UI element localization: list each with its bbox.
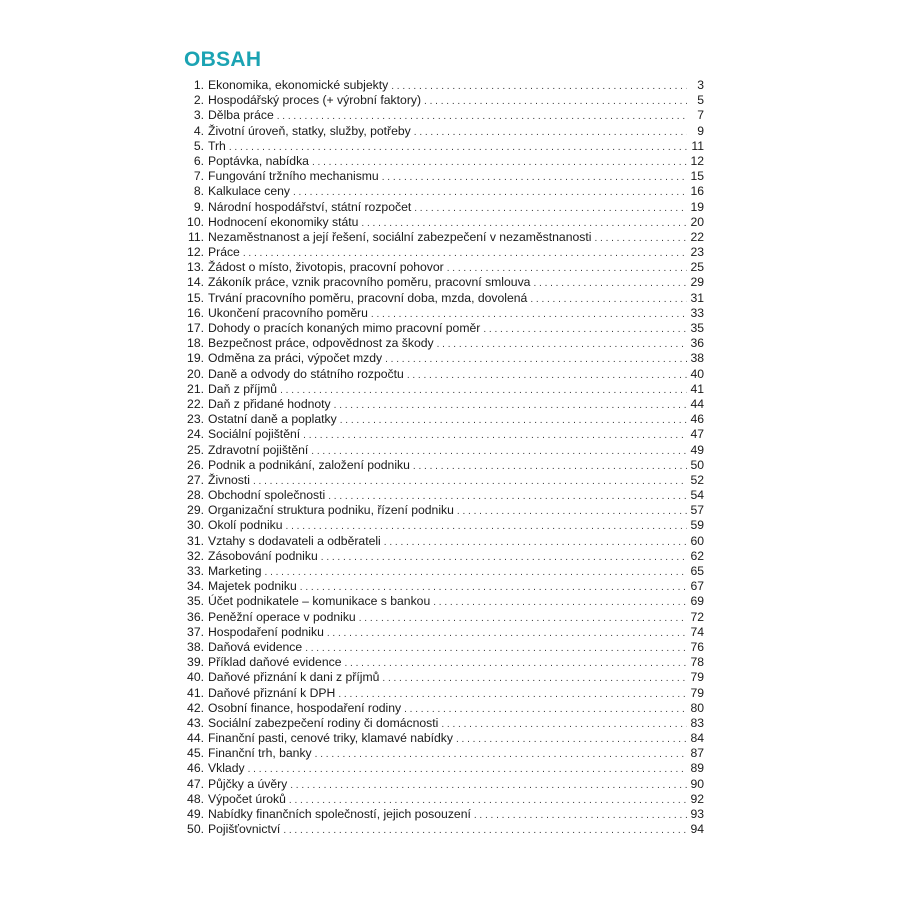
toc-entry-leader-dots (303, 428, 687, 443)
toc-entry-page-number: 57 (690, 503, 704, 518)
toc-entry-label: Finanční pasti, cenové triky, klamavé nabídky (208, 731, 453, 746)
toc-entry (182, 78, 704, 93)
toc-entry (182, 397, 704, 412)
toc-entry-number: 8. (193, 184, 204, 199)
toc-entry-label: Vztahy s dodavateli a odběrateli (208, 533, 381, 548)
toc-entry-leader-dots (229, 140, 687, 155)
toc-entry (182, 139, 704, 154)
toc-entry-label: Finanční trh, banky (208, 746, 312, 761)
toc-entry-number: 36. (187, 609, 204, 624)
toc-entry-leader-dots (253, 474, 687, 489)
toc-entry-label: Dohody o pracích konaných mimo pracovní poměr (208, 321, 481, 335)
toc-entry-number: 42. (187, 700, 204, 715)
toc-entry-label: Dělba práce (208, 108, 274, 123)
toc-entry-number: 50. (187, 822, 204, 837)
toc-entry-number: 43. (187, 715, 204, 730)
toc-entry-page-number: 79 (690, 685, 704, 700)
toc-entry (182, 731, 704, 746)
toc-entry (182, 169, 704, 184)
toc-entry-page-number: 50 (690, 457, 704, 472)
toc-entry (182, 124, 704, 139)
toc-entry (182, 625, 704, 640)
toc-entry-page-number: 89 (690, 761, 704, 776)
toc-entry (182, 701, 704, 716)
toc-entry-page-number: 36 (690, 336, 704, 351)
toc-entry-page-number: 33 (690, 305, 704, 320)
toc-entry-number: 5. (193, 138, 204, 153)
toc-entry-leader-dots (384, 535, 687, 550)
toc-entry-number: 11. (187, 229, 204, 244)
toc-entry-number: 4. (193, 123, 204, 138)
toc-entry (182, 564, 704, 579)
toc-entry (182, 534, 704, 549)
toc-entry (182, 382, 704, 397)
toc-entry-number: 12. (187, 245, 204, 260)
toc-entry-number: 7. (193, 169, 204, 184)
toc-entry-label: Trh (208, 138, 226, 153)
toc-entry-page-number: 15 (690, 169, 704, 184)
toc-entry-label: Živnosti (208, 472, 250, 487)
toc-entry-leader-dots (391, 79, 687, 94)
toc-entry-page-number: 69 (690, 594, 704, 609)
toc-entry-number: 39. (187, 655, 204, 670)
toc-entry-leader-dots (338, 687, 687, 702)
toc-entry-page-number: 7 (697, 108, 704, 123)
toc-entry (182, 291, 704, 306)
toc-entry-page-number: 3 (697, 78, 704, 92)
toc-entry-label: Odměna za práci, výpočet mzdy (208, 351, 383, 366)
toc-entry (182, 822, 704, 837)
toc-entry (182, 260, 704, 275)
toc-entry (182, 716, 704, 731)
toc-entry-number: 38. (187, 639, 204, 654)
toc-entry-leader-dots (483, 322, 687, 337)
toc-entry-number: 14. (187, 275, 204, 290)
toc-entry (182, 184, 704, 199)
toc-entry-number: 26. (187, 457, 204, 472)
toc-entry-leader-dots (290, 778, 687, 793)
toc-entry (182, 518, 704, 533)
toc-entry-number: 13. (187, 260, 204, 275)
toc-entry (182, 503, 704, 518)
toc-entry (182, 427, 704, 442)
toc-entry-number: 33. (187, 564, 204, 578)
toc-entry-leader-dots (334, 398, 687, 413)
toc-entry-page-number: 38 (690, 351, 704, 366)
toc-entry-page-number: 44 (690, 396, 704, 411)
toc-entry-label: Ukončení pracovního poměru (208, 305, 368, 320)
toc-entry-number: 37. (187, 624, 204, 639)
toc-entry-leader-dots (457, 504, 687, 519)
toc-entry (182, 792, 704, 807)
toc-entry-label: Žádost o místo, životopis, pracovní pohovor (208, 260, 444, 275)
toc-entry-leader-dots (315, 747, 687, 762)
toc-entry-number: 44. (187, 731, 204, 746)
toc-entry-page-number: 87 (690, 746, 704, 761)
toc-entry (182, 640, 704, 655)
toc-entry-page-number: 92 (690, 791, 704, 806)
toc-entry-label: Výpočet úroků (208, 791, 286, 806)
toc-entry-number: 3. (193, 108, 204, 123)
toc-entry-number: 35. (187, 594, 204, 609)
toc-entry-leader-dots (243, 246, 687, 261)
toc-entry (182, 336, 704, 351)
toc-entry-label: Sociální pojištění (208, 427, 301, 442)
toc-entry-label: Podnik a podnikání, založení podniku (208, 457, 410, 472)
toc-entry-number: 34. (187, 579, 204, 594)
toc-entry-leader-dots (414, 201, 687, 216)
toc-entry-number: 32. (187, 548, 204, 563)
toc-entry-leader-dots (413, 459, 687, 474)
toc-entry-label: Obchodní společnosti (208, 488, 326, 503)
toc-entry-label: Vklady (208, 761, 245, 776)
toc-entry (182, 230, 704, 245)
toc-entry-label: Práce (208, 245, 240, 260)
toc-entry-label: Bezpečnost práce, odpovědnost za škody (208, 336, 434, 351)
toc-entry (182, 108, 704, 123)
toc-entry-label: Hospodaření podniku (208, 624, 324, 639)
toc-entry-number: 48. (187, 791, 204, 806)
toc-entry-label: Půjčky a úvěry (208, 776, 288, 791)
toc-entry-leader-dots (344, 656, 687, 671)
toc-entry-number: 31. (187, 533, 204, 548)
toc-entry-label: Daňové přiznání k DPH (208, 685, 336, 700)
toc-entry-label: Ekonomika, ekonomické subjekty (208, 78, 389, 92)
toc-entry-label: Účet podnikatele – komunikace s bankou (208, 594, 431, 609)
toc-entry-page-number: 52 (690, 472, 704, 487)
toc-entry-leader-dots (407, 368, 687, 383)
toc-entry-leader-dots (530, 292, 687, 307)
toc-entry-leader-dots (283, 823, 687, 838)
toc-entry-number: 25. (187, 442, 204, 457)
toc-entry-page-number: 79 (690, 670, 704, 685)
toc-entry-number: 28. (187, 488, 204, 503)
toc-entry-page-number: 84 (690, 731, 704, 746)
toc-entry-label: Trvání pracovního poměru, pracovní doba, mzda, dovolená (208, 290, 528, 305)
toc-entry-page-number: 22 (690, 229, 704, 244)
toc-entry-leader-dots (312, 155, 687, 170)
toc-entry (182, 306, 704, 321)
toc-entry-page-number: 20 (690, 214, 704, 229)
toc-entry-number: 49. (187, 807, 204, 821)
toc-entry-page-number: 12 (690, 153, 704, 168)
toc-entry-number: 29. (187, 503, 204, 518)
toc-entry (182, 686, 704, 701)
toc-entry-label: Nezaměstnanost a její řešení, sociální zabezpečení v nezaměstnanosti (208, 229, 592, 244)
toc-entry-leader-dots (305, 641, 687, 656)
toc-entry-page-number: 65 (690, 564, 704, 578)
toc-entry (182, 473, 704, 488)
toc-entry-label: Národní hospodářství, státní rozpočet (208, 199, 412, 214)
toc-entry-leader-dots (437, 337, 687, 352)
toc-entry-label: Fungování tržního mechanismu (208, 169, 379, 184)
toc-entry-number: 17. (187, 321, 204, 335)
toc-entry-leader-dots (359, 611, 687, 626)
toc-entry-label: Zásobování podniku (208, 548, 318, 563)
toc-entry-page-number: 60 (690, 533, 704, 548)
toc-entry-label: Zdravotní pojištění (208, 442, 309, 457)
toc-entry-number: 45. (187, 746, 204, 761)
toc-entry-page-number: 9 (697, 123, 704, 138)
toc-entry-number: 19. (187, 351, 204, 366)
toc-entry-page-number: 78 (690, 655, 704, 670)
toc-entry (182, 154, 704, 169)
toc-entry-leader-dots (404, 702, 687, 717)
toc-entry-label: Majetek podniku (208, 579, 297, 594)
toc-entry-page-number: 25 (690, 260, 704, 275)
toc-entry-leader-dots (441, 717, 687, 732)
toc-entry-leader-dots (533, 276, 687, 291)
toc-entry (182, 93, 704, 108)
toc-entry-page-number: 80 (690, 700, 704, 715)
toc-entry-page-number: 94 (690, 822, 704, 837)
toc-entry-page-number: 67 (690, 579, 704, 594)
toc-entry-number: 23. (187, 412, 204, 427)
toc-entry-label: Daňové přiznání k dani z příjmů (208, 670, 380, 685)
toc-entry (182, 443, 704, 458)
toc-entry-leader-dots (289, 793, 687, 808)
toc-entry (182, 321, 704, 336)
toc-entry (182, 777, 704, 792)
toc-entry-leader-dots (328, 489, 687, 504)
toc-entry-leader-dots (265, 565, 687, 580)
toc-entry-number: 15. (187, 290, 204, 305)
toc-entry-leader-dots (414, 125, 687, 140)
toc-entry-label: Zákoník práce, vznik pracovního poměru, pracovní smlouva (208, 275, 531, 290)
toc-entry-leader-dots (248, 762, 687, 777)
toc-entry-page-number: 62 (690, 548, 704, 563)
toc-entry (182, 610, 704, 625)
toc-entry-page-number: 49 (690, 442, 704, 457)
toc-entry-leader-dots (456, 732, 687, 747)
toc-entry-page-number: 5 (697, 93, 704, 108)
toc-entry-number: 2. (193, 93, 204, 108)
toc-entry-label: Hodnocení ekonomiky státu (208, 214, 359, 229)
toc-entry-leader-dots (340, 413, 687, 428)
toc-entry-page-number: 41 (690, 381, 704, 396)
toc-entry-label: Hospodářský proces (+ výrobní faktory) (208, 93, 422, 108)
toc-entry (182, 746, 704, 761)
toc-entry-leader-dots (385, 352, 687, 367)
toc-entry-leader-dots (293, 185, 687, 200)
toc-entry-number: 10. (187, 214, 204, 229)
toc-entry-label: Nabídky finančních společností, jejich posouzení (208, 807, 471, 821)
toc-entry-page-number: 46 (690, 412, 704, 427)
toc-entry-page-number: 90 (690, 776, 704, 791)
toc-entry-page-number: 35 (690, 321, 704, 335)
toc-entry-page-number: 11 (691, 138, 704, 153)
toc-entry-label: Daň z přidané hodnoty (208, 396, 331, 411)
toc-entry-leader-dots (594, 231, 687, 246)
toc-entry-leader-dots (361, 216, 687, 231)
toc-entry (182, 367, 704, 382)
toc-entry-page-number: 29 (690, 275, 704, 290)
toc-entry (182, 215, 704, 230)
toc-entry-number: 16. (187, 305, 204, 320)
toc-entry (182, 761, 704, 776)
toc-entry (182, 488, 704, 503)
toc-entry-number: 46. (187, 761, 204, 776)
toc-entry-leader-dots (382, 671, 687, 686)
toc-entry-page-number: 16 (690, 184, 704, 199)
toc-entry-number: 1. (193, 78, 204, 92)
toc-entry-number: 9. (193, 199, 204, 214)
toc-entry-label: Příklad daňové evidence (208, 655, 342, 670)
toc-entry-page-number: 31 (690, 290, 704, 305)
toc-entry-label: Ostatní daně a poplatky (208, 412, 337, 427)
toc-entry-page-number: 47 (690, 427, 704, 442)
toc-entry (182, 458, 704, 473)
toc-entry-label: Okolí podniku (208, 518, 283, 533)
toc-entry-label: Peněžní operace v podniku (208, 609, 356, 624)
toc-entry-leader-dots (371, 307, 687, 322)
toc-entry-page-number: 72 (690, 609, 704, 624)
toc-entry-label: Životní úroveň, statky, služby, potřeby (208, 123, 411, 138)
toc-entry-page-number: 83 (690, 715, 704, 730)
toc-entry-leader-dots (382, 170, 687, 185)
toc-entry (182, 579, 704, 594)
toc-entry-number: 41. (187, 685, 204, 700)
toc-entry-label: Daň z příjmů (208, 381, 278, 396)
toc-entry (182, 807, 704, 822)
toc-entry-label: Poptávka, nabídka (208, 153, 309, 168)
toc-entry-label: Kalkulace ceny (208, 184, 290, 199)
toc-entry (182, 245, 704, 260)
toc-entry-number: 18. (187, 336, 204, 351)
toc-entry-page-number: 59 (690, 518, 704, 533)
toc-entry-label: Daňová evidence (208, 639, 303, 654)
toc-entry-leader-dots (447, 261, 687, 276)
toc-entry-number: 40. (187, 670, 204, 685)
toc-entry (182, 200, 704, 215)
toc-entry-page-number: 54 (690, 488, 704, 503)
toc-entry-number: 24. (187, 427, 204, 442)
toc-entry-page-number: 74 (690, 624, 704, 639)
toc-entry-page-number: 40 (690, 366, 704, 381)
toc-entry-leader-dots (474, 808, 687, 823)
toc-entry-leader-dots (433, 595, 687, 610)
toc-entry (182, 594, 704, 609)
toc-entry-label: Daně a odvody do státního rozpočtu (208, 366, 404, 381)
toc-entry-leader-dots (321, 550, 687, 565)
toc-entry (182, 412, 704, 427)
toc-entry-leader-dots (277, 109, 687, 124)
toc-entry-number: 47. (187, 776, 204, 791)
toc-entry-page-number: 19 (690, 199, 704, 214)
toc-entry-label: Osobní finance, hospodaření rodiny (208, 700, 402, 715)
toc-entry-label: Organizační struktura podniku, řízení podniku (208, 503, 454, 518)
toc-entry-leader-dots (286, 519, 687, 534)
toc-entry (182, 655, 704, 670)
toc-title: OBSAH (184, 48, 262, 71)
toc-entry-number: 27. (187, 472, 204, 487)
toc-entry-page-number: 93 (690, 807, 704, 821)
toc-entry-page-number: 23 (690, 245, 704, 260)
toc-entry (182, 275, 704, 290)
toc-entry-number: 21. (187, 381, 204, 396)
toc-entry-number: 6. (193, 153, 204, 168)
toc-entry (182, 351, 704, 366)
toc-entry-label: Sociální zabezpečení rodiny či domácnosti (208, 715, 439, 730)
toc-entry-leader-dots (424, 94, 687, 109)
toc-entry (182, 549, 704, 564)
toc-entry-page-number: 76 (690, 639, 704, 654)
toc-entry-number: 30. (187, 518, 204, 533)
toc-entry-label: Marketing (208, 564, 262, 578)
toc-entry-leader-dots (327, 626, 687, 641)
toc-entry (182, 670, 704, 685)
toc-entry-leader-dots (311, 444, 687, 459)
toc-entry-leader-dots (280, 383, 687, 398)
toc-entry-number: 20. (187, 366, 204, 381)
toc-entry-label: Pojišťovnictví (208, 822, 281, 837)
toc-list (182, 78, 704, 837)
toc-entry-number: 22. (187, 396, 204, 411)
